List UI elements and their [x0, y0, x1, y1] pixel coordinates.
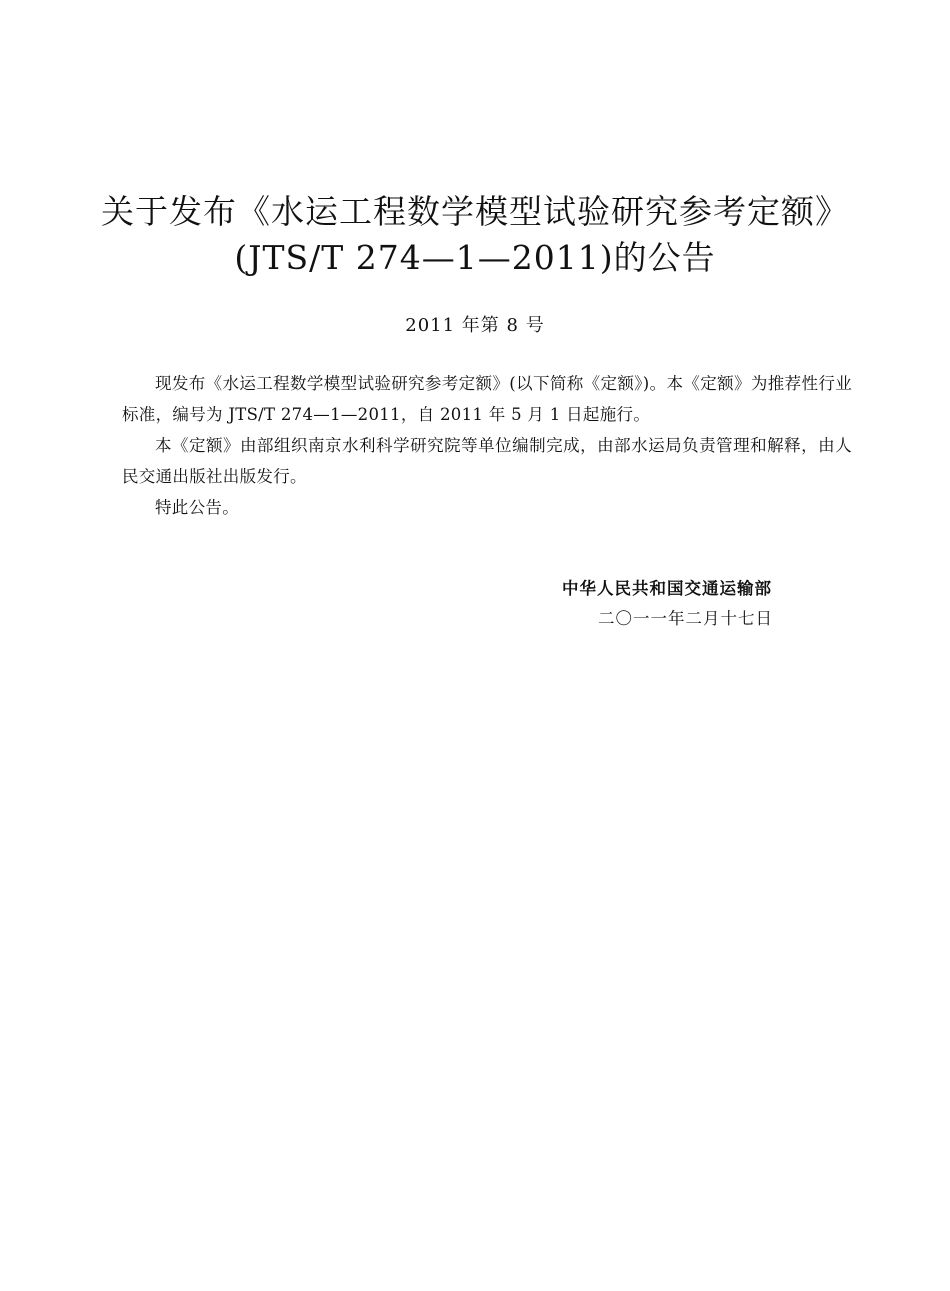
notice-body — [122, 368, 852, 523]
notice-number: 2011 年第 8 号 — [405, 315, 545, 336]
issue-date: 二〇一一年二月十七日 — [598, 609, 773, 628]
notice-title-line-2: (JTS/T 274—1—2011)的公告 — [234, 238, 716, 277]
paragraph-compilation: 本《定额》由部组织南京水利科学研究院等单位编制完成，由部水运局负责管理和解释，由人民交通出版社出版发行。 — [122, 436, 852, 486]
notice-title-line-1: 关于发布《水运工程数学模型试验研究参考定额》 — [101, 192, 849, 231]
paragraph-publication: 现发布《水运工程数学模型试验研究参考定额》(以下简称《定额》)。本《定额》为推荐性行业标准，编号为 JTS/T 274—1—2011，自 2011 年 5 月 1 日起施行。 — [122, 374, 852, 424]
issuer-signature: 中华人民共和国交通运输部 — [562, 579, 772, 598]
paragraph-closing: 特此公告。 — [155, 498, 239, 517]
